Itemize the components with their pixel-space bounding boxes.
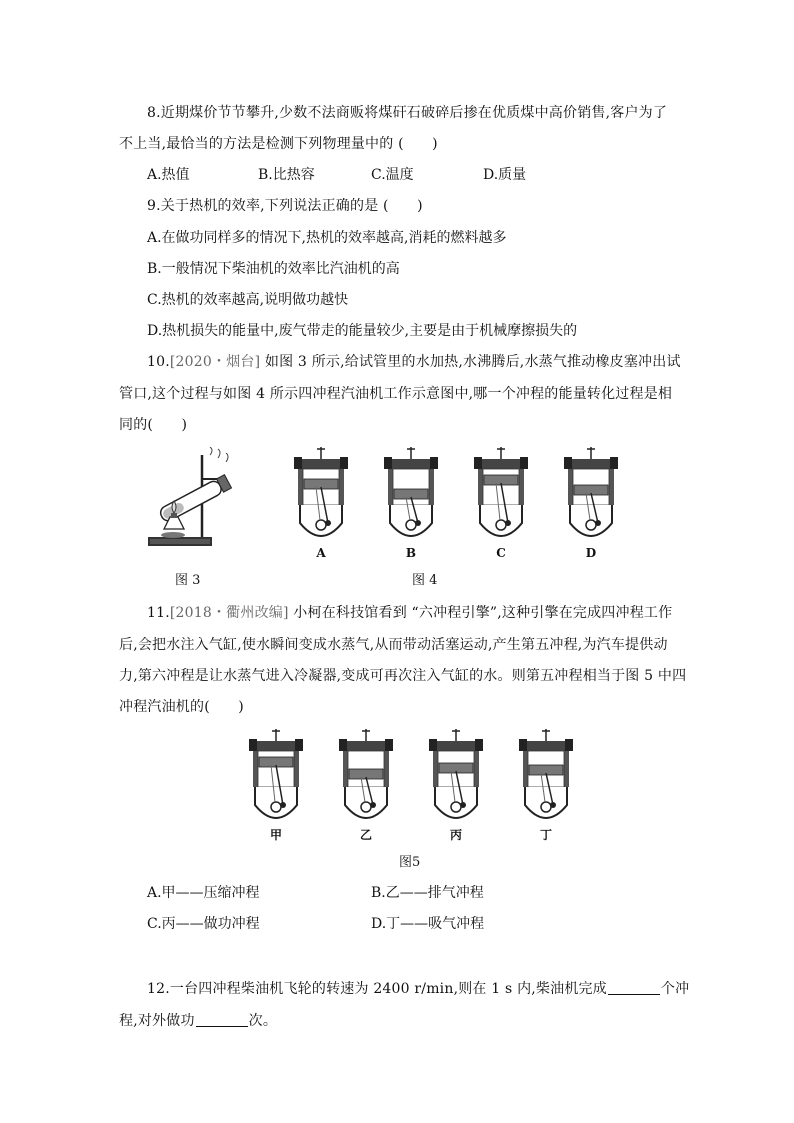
figure-4-caption: 图 4 — [412, 573, 438, 588]
q8-line-1: 8.近期煤价节节攀升,少数不法商贩将煤矸石破碎后掺在优质煤中高价销售,客户为了 — [147, 105, 668, 121]
engine-diagram-fig4-3 — [564, 447, 618, 560]
q12-text-2: 个冲 — [660, 981, 690, 997]
q12-text-4: 次。 — [248, 1013, 278, 1029]
q12-text-1: 12.一台四冲程柴油机飞轮的转速为 2400 r/min,则在 1 s 内,柴油机完成 — [147, 981, 607, 997]
figure-3-test-tube-apparatus — [140, 447, 240, 557]
engine-diagram-fig4-1-label: B — [405, 546, 417, 560]
figure-4-engine-diagrams — [290, 445, 630, 560]
q9-option-a: A.在做功同样多的情况下,热机的效率越高,消耗的燃料越多 — [147, 230, 507, 246]
q8-option-c: C.温度 — [371, 167, 414, 183]
figure-5-caption: 图5 — [399, 855, 421, 870]
engine-diagram-fig5-0-label: 甲 — [269, 828, 283, 842]
q8-option-a: A.热值 — [147, 167, 190, 183]
q8-option-b: B.比热容 — [258, 167, 315, 183]
q10-source: [2020・烟台] — [169, 354, 261, 370]
q12-line-2 — [119, 1012, 277, 1030]
q11-option-b: B.乙——排气冲程 — [371, 885, 484, 901]
engine-diagram-fig5-1 — [339, 729, 393, 842]
q11-option-a: A.甲——压缩冲程 — [147, 885, 260, 901]
q9-option-c: C.热机的效率越高,说明做功越快 — [147, 292, 349, 308]
q11-line-4: 冲程汽油机的( ) — [119, 699, 244, 715]
engine-diagram-fig5-2-label: 丙 — [449, 828, 463, 842]
engine-diagram-fig4-2 — [474, 447, 528, 560]
q10-line-3: 同的( ) — [119, 417, 188, 433]
q9-option-b: B.一般情况下柴油机的效率比汽油机的高 — [147, 261, 400, 277]
engine-diagram-fig4-2-label: C — [496, 546, 506, 560]
engine-diagram-fig5-1-label: 乙 — [359, 828, 373, 842]
q8-line-2: 不上当,最恰当的方法是检测下列物理量中的 ( ) — [119, 136, 438, 152]
q8-option-d: D.质量 — [483, 167, 527, 183]
q12-text-3: 程,对外做功 — [119, 1013, 195, 1029]
figure-5-engine-diagrams — [245, 727, 585, 842]
q11-option-c: C.丙——做功冲程 — [147, 916, 260, 932]
q10-number: 10. — [147, 354, 170, 370]
q10-line-1-text: 如图 3 所示,给试管里的水加热,水沸腾后,水蒸气推动橡皮塞冲出试 — [260, 354, 681, 370]
engine-diagram-fig4-3-label: D — [585, 546, 597, 560]
engine-diagram-fig4-0-label: A — [316, 546, 326, 560]
q11-source: [2018・衢州改编] — [169, 605, 289, 621]
q9-stem: 9.关于热机的效率,下列说法正确的是 ( ) — [147, 198, 423, 214]
q9-option-d: D.热机损失的能量中,废气带走的能量较少,主要是由于机械摩擦损失的 — [147, 323, 578, 339]
q12-line-1 — [147, 980, 689, 998]
engine-diagram-fig4-1 — [384, 447, 438, 560]
engine-diagram-fig5-3 — [519, 729, 573, 842]
engine-diagram-fig5-0 — [249, 729, 303, 842]
q10-line-1 — [147, 353, 681, 371]
engine-diagram-fig5-2 — [429, 729, 483, 842]
engine-diagram-fig5-3-label: 丁 — [539, 828, 553, 842]
figure-3-caption: 图 3 — [175, 573, 201, 588]
q11-option-d: D.丁——吸气冲程 — [371, 916, 485, 932]
answer-blank-1[interactable] — [608, 980, 660, 995]
q11-line-3: 力,第六冲程是让水蒸气进入冷凝器,变成可再次注入气缸的水。则第五冲程相当于图 5 中四 — [119, 668, 687, 684]
q10-line-2: 管口,这个过程与如图 4 所示四冲程汽油机工作示意图中,哪一个冲程的能量转化过程是相 — [119, 386, 673, 402]
answer-blank-2[interactable] — [196, 1012, 248, 1027]
q11-number: 11. — [147, 605, 170, 621]
q11-line-1-text: 小柯在科技馆看到 “六冲程引擎”,这种引擎在完成四冲程工作 — [288, 605, 673, 621]
engine-diagram-fig4-0 — [294, 447, 348, 560]
q11-line-1 — [147, 604, 672, 622]
q11-line-2: 后,会把水注入气缸,使水瞬间变成水蒸气,从而带动活塞运动,产生第五冲程,为汽车提供动 — [119, 637, 668, 653]
